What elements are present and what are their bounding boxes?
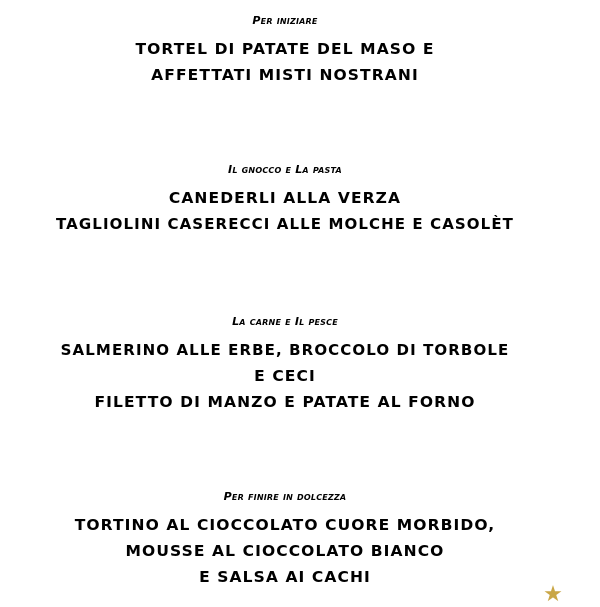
dish-line: FILETTO DI MANZO E PATATE AL FORNO [94, 393, 476, 411]
star-icon: ★ [543, 582, 563, 607]
menu-section-starters [0, 14, 570, 88]
section-heading: La carne e Il pesce [232, 315, 338, 328]
dish-line: CANEDERLI ALLA VERZA [168, 189, 402, 207]
section-heading: Per finire in dolcezza [223, 490, 347, 503]
dish-line: TAGLIOLINI CASERECCI ALLE MOLCHE E CASOLÈT [56, 215, 514, 233]
dish-line: AFFETTATI MISTI NOSTRANI [151, 66, 419, 84]
dish-line: TORTEL DI PATATE DEL MASO E [135, 40, 435, 58]
section-heading: Il gnocco e La pasta [228, 163, 342, 176]
dish-line: SALMERINO ALLE ERBE, BROCCOLO DI TORBOLE [60, 341, 510, 359]
section-heading: Per iniziare [252, 14, 318, 27]
dish-line: TORTINO AL CIOCCOLATO CUORE MORBIDO, [74, 516, 496, 534]
menu-section-desserts [0, 490, 570, 590]
menu-section-mains [0, 315, 570, 415]
menu-section-pasta [0, 163, 570, 237]
dish-line: E SALSA AI CACHI [199, 568, 371, 586]
dish-line: E CECI [254, 367, 316, 385]
dish-line: MOUSSE AL CIOCCOLATO BIANCO [125, 542, 445, 560]
